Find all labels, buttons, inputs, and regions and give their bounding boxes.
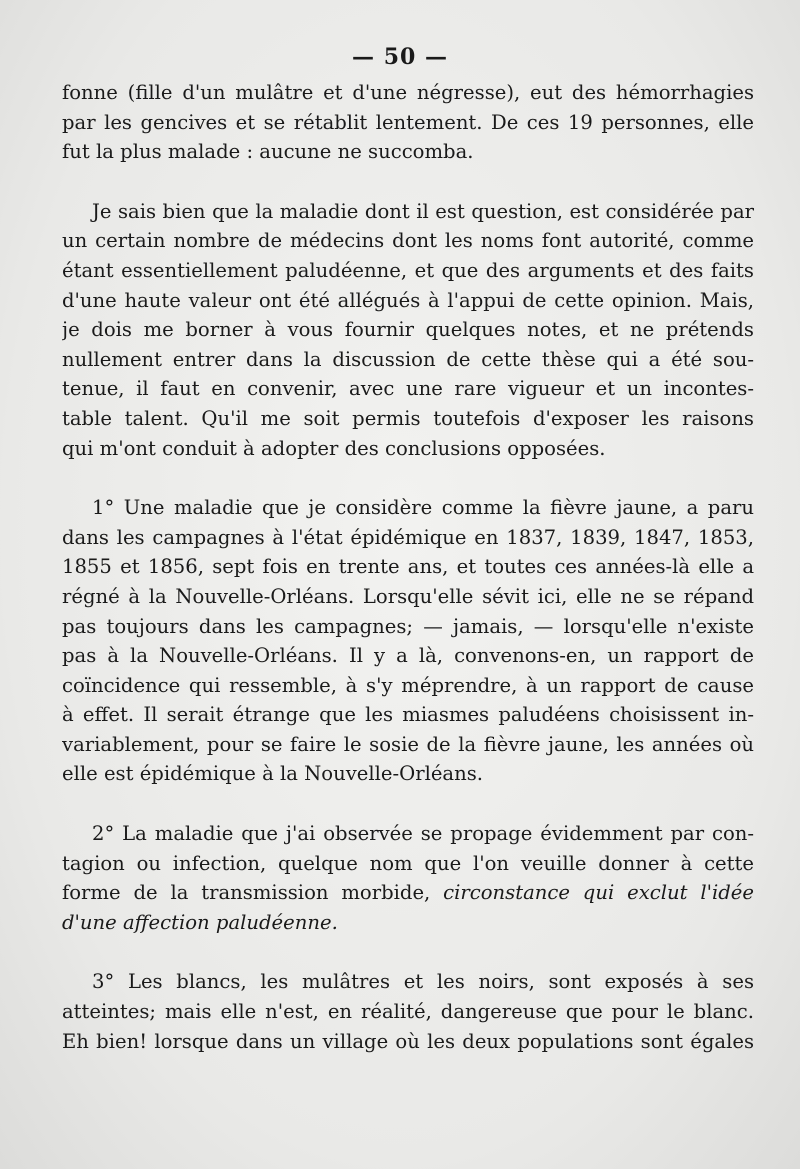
text-line: par les gencives et se rétablit lentement. De ces 19 personnes, elle bbox=[62, 110, 754, 134]
text-line: Je sais bien que la maladie dont il est question, est considérée par bbox=[92, 199, 754, 223]
paragraph bbox=[62, 967, 754, 1056]
text-line: 1° Une maladie que je considère comme la fièvre jaune, a paru bbox=[92, 496, 754, 520]
text-line: fonne (fille d'un mulâtre et d'une négresse), eut des hémorrhagies bbox=[62, 81, 754, 104]
text-line: étant essentiellement paludéenne, et que des arguments et des faits bbox=[62, 258, 754, 282]
text-line: dans les campagnes à l'état épidémique en 1837, 1839, 1847, 1853, bbox=[62, 525, 754, 549]
text-line: pas toujours dans les campagnes; — jamais, — lorsqu'elle n'existe bbox=[62, 614, 754, 638]
paragraph bbox=[62, 819, 754, 937]
text-line: elle est épidémique à la Nouvelle-Orléans. bbox=[62, 762, 484, 786]
text-line: 3° Les blancs, les mulâtres et les noirs, sont exposés à ses bbox=[92, 970, 754, 994]
page-body bbox=[62, 78, 754, 1056]
text-line: régné à la Nouvelle-Orléans. Lorsqu'elle sévit ici, elle ne se répand bbox=[62, 584, 754, 608]
text-line: tagion ou infection, quelque nom que l'on veuille donner à cette bbox=[62, 851, 754, 875]
text-line: nullement entrer dans la discussion de cette thèse qui a été sou- bbox=[62, 347, 754, 371]
text-line: 1855 et 1856, sept fois en trente ans, et toutes ces années-là elle a bbox=[62, 555, 754, 579]
text-line: fut la plus malade : aucune ne succomba. bbox=[62, 140, 474, 164]
paragraph bbox=[62, 493, 754, 789]
text-line: tenue, il faut en convenir, avec une rare vigueur et un incontes- bbox=[62, 377, 754, 401]
text-line: je dois me borner à vous fournir quelques notes, et ne prétends bbox=[62, 318, 754, 342]
text-line: pas à la Nouvelle-Orléans. Il y a là, convenons-en, un rapport de bbox=[62, 644, 754, 668]
text-line bbox=[62, 878, 754, 908]
text-line: à effet. Il serait étrange que les miasmes paludéens choisissent in- bbox=[62, 703, 754, 727]
text-line: d'une haute valeur ont été allégués à l'appui de cette opinion. Mais, bbox=[62, 288, 754, 312]
text-line: d'une affection paludéenne. bbox=[62, 910, 338, 934]
text-line: variablement, pour se faire le sosie de la fièvre jaune, les années où bbox=[62, 732, 754, 756]
text-line: qui m'ont conduit à adopter des conclusions opposées. bbox=[62, 436, 606, 460]
paragraph bbox=[62, 197, 754, 463]
text-line: Eh bien! lorsque dans un village où les deux populations sont égales bbox=[62, 1029, 754, 1053]
text-line: table talent. Qu'il me soit permis toutefois d'exposer les raisons bbox=[62, 406, 754, 430]
text-line: un certain nombre de médecins dont les noms font autorité, comme bbox=[62, 229, 754, 253]
text-line: coïncidence qui ressemble, à s'y méprendre, à un rapport de cause bbox=[62, 673, 754, 697]
text-line: 2° La maladie que j'ai observée se propage évidemment par con- bbox=[92, 822, 754, 846]
italic-segment: circonstance qui exclut l'idée bbox=[443, 881, 754, 905]
text-segment: forme de la transmission morbide, bbox=[62, 881, 431, 905]
page-number: — 50 — bbox=[352, 44, 448, 70]
text-line: atteintes; mais elle n'est, en réalité, dangereuse que pour le blanc. bbox=[62, 1000, 754, 1024]
paragraph bbox=[62, 78, 754, 167]
